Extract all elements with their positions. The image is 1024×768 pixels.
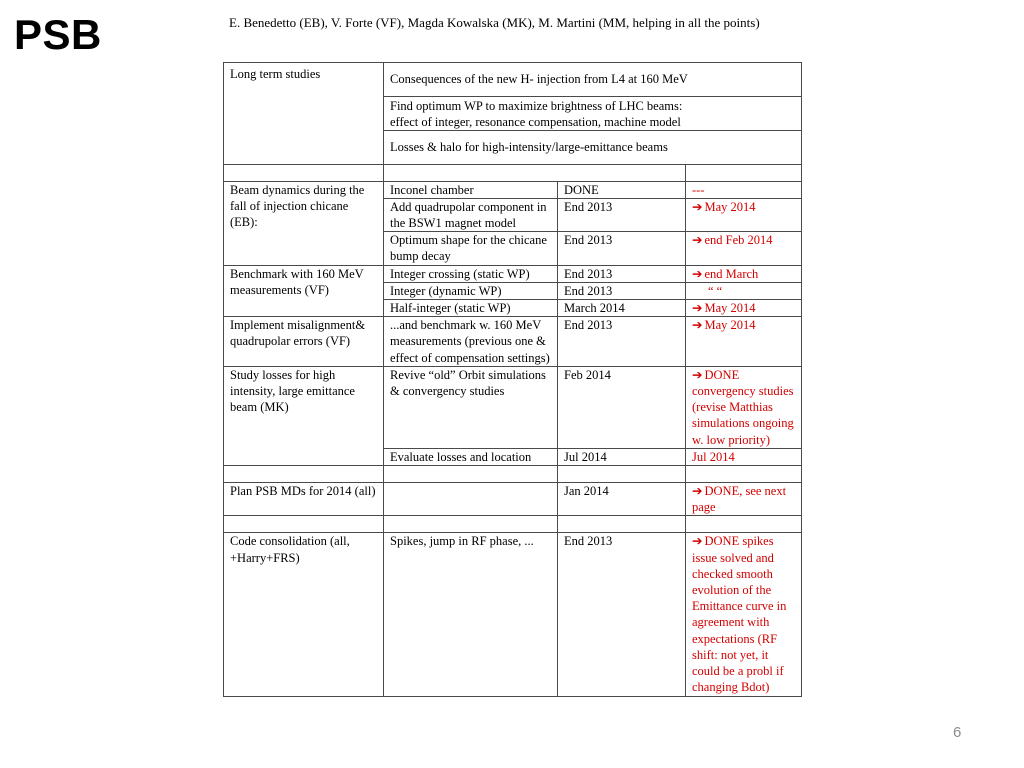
group-label: Implement misalignment& quadrupolar errors (VF) xyxy=(224,317,384,367)
deadline-cell: End 2013 xyxy=(558,198,686,231)
right-arrow-icon: ➔ xyxy=(692,233,703,248)
spacer-row xyxy=(224,164,802,181)
deadline-cell: End 2013 xyxy=(558,317,686,367)
group-label: Benchmark with 160 MeV measurements (VF) xyxy=(224,265,384,317)
study-schedule-table xyxy=(223,62,802,697)
slide-title: PSB xyxy=(14,11,102,58)
status-cell xyxy=(686,366,802,448)
deadline-cell: End 2013 xyxy=(558,232,686,265)
deadline-cell: End 2013 xyxy=(558,533,686,696)
table-row xyxy=(224,265,802,282)
long-term-item xyxy=(384,63,802,97)
deadline-cell: End 2013 xyxy=(558,265,686,282)
status-cell xyxy=(686,317,802,367)
task-cell: Revive “old” Orbit simulations & convergency studies xyxy=(384,366,558,448)
deadline-cell: Jul 2014 xyxy=(558,448,686,465)
status-text: May 2014 xyxy=(704,318,756,333)
right-arrow-icon: ➔ xyxy=(692,367,703,382)
table-row xyxy=(224,317,802,367)
status-cell xyxy=(686,483,802,516)
deadline-cell: End 2013 xyxy=(558,282,686,299)
task-cell: Evaluate losses and location xyxy=(384,448,558,465)
task-cell xyxy=(384,483,558,516)
table-row xyxy=(224,483,802,516)
deadline-cell: DONE xyxy=(558,181,686,198)
task-cell: Spikes, jump in RF phase, ... xyxy=(384,533,558,696)
spacer-row xyxy=(224,466,802,483)
authors-line: E. Benedetto (EB), V. Forte (VF), Magda Kowalska (MK), M. Martini (MM, helping in all the points) xyxy=(229,15,760,30)
long-term-label: Long term studies xyxy=(224,63,384,165)
right-arrow-icon: ➔ xyxy=(692,484,703,499)
page-number: 6 xyxy=(953,724,962,741)
group-label: Plan PSB MDs for 2014 (all) xyxy=(224,483,384,516)
status-text: DONE spikes issue solved and checked smooth evolution of the Emittance curve in agreement with expectations (RF shift: not yet, it could be a probl if changing Bdot) xyxy=(692,534,787,695)
status-cell xyxy=(686,448,802,465)
status-cell xyxy=(686,533,802,696)
status-text: DONE convergency studies (revise Matthias simulations ongoing w. low priority) xyxy=(692,367,794,447)
group-label: Beam dynamics during the fall of injection chicane (EB): xyxy=(224,181,384,265)
deadline-cell: Jan 2014 xyxy=(558,483,686,516)
status-text: May 2014 xyxy=(704,301,756,316)
status-text: end March xyxy=(704,266,759,281)
deadline-cell: Feb 2014 xyxy=(558,366,686,448)
right-arrow-icon: ➔ xyxy=(692,199,703,214)
table-row xyxy=(224,181,802,198)
long-term-item xyxy=(384,131,802,164)
status-cell xyxy=(686,232,802,265)
long-term-row xyxy=(224,63,802,97)
status-text: “ “ xyxy=(708,283,723,298)
task-cell: Optimum shape for the chicane bump decay xyxy=(384,232,558,265)
right-arrow-icon: ➔ xyxy=(692,301,703,316)
status-text: Jul 2014 xyxy=(692,449,735,464)
status-text: May 2014 xyxy=(704,199,756,214)
group-label: Study losses for high intensity, large emittance beam (MK) xyxy=(224,366,384,465)
task-cell: Integer (dynamic WP) xyxy=(384,282,558,299)
task-cell: Half-integer (static WP) xyxy=(384,300,558,317)
long-term-item-text: Losses & halo for high-intensity/large-emittance beams xyxy=(390,140,668,155)
status-cell xyxy=(686,181,802,198)
status-cell xyxy=(686,265,802,282)
status-cell xyxy=(686,282,802,299)
right-arrow-icon: ➔ xyxy=(692,534,703,549)
task-cell: ...and benchmark w. 160 MeV measurements (previous one & effect of compensation settings) xyxy=(384,317,558,367)
deadline-cell: March 2014 xyxy=(558,300,686,317)
task-cell: Integer crossing (static WP) xyxy=(384,265,558,282)
status-cell xyxy=(686,198,802,231)
right-arrow-icon: ➔ xyxy=(692,318,703,333)
long-term-item-text: Find optimum WP to maximize brightness of LHC beams: xyxy=(390,99,683,113)
table-row xyxy=(224,533,802,696)
status-text: --- xyxy=(692,182,705,197)
group-label: Code consolidation (all, +Harry+FRS) xyxy=(224,533,384,696)
task-cell: Add quadrupolar component in the BSW1 magnet model xyxy=(384,198,558,231)
status-cell xyxy=(686,300,802,317)
spacer-row xyxy=(224,516,802,533)
long-term-item-text: Consequences of the new H- injection from L4 at 160 MeV xyxy=(390,72,688,87)
task-cell: Inconel chamber xyxy=(384,181,558,198)
status-text: end Feb 2014 xyxy=(704,233,773,248)
long-term-item xyxy=(384,97,802,131)
right-arrow-icon: ➔ xyxy=(692,266,703,281)
table-row xyxy=(224,366,802,448)
status-text: DONE, see next page xyxy=(692,484,787,515)
long-term-item-text: effect of integer, resonance compensation, machine model xyxy=(390,115,681,130)
